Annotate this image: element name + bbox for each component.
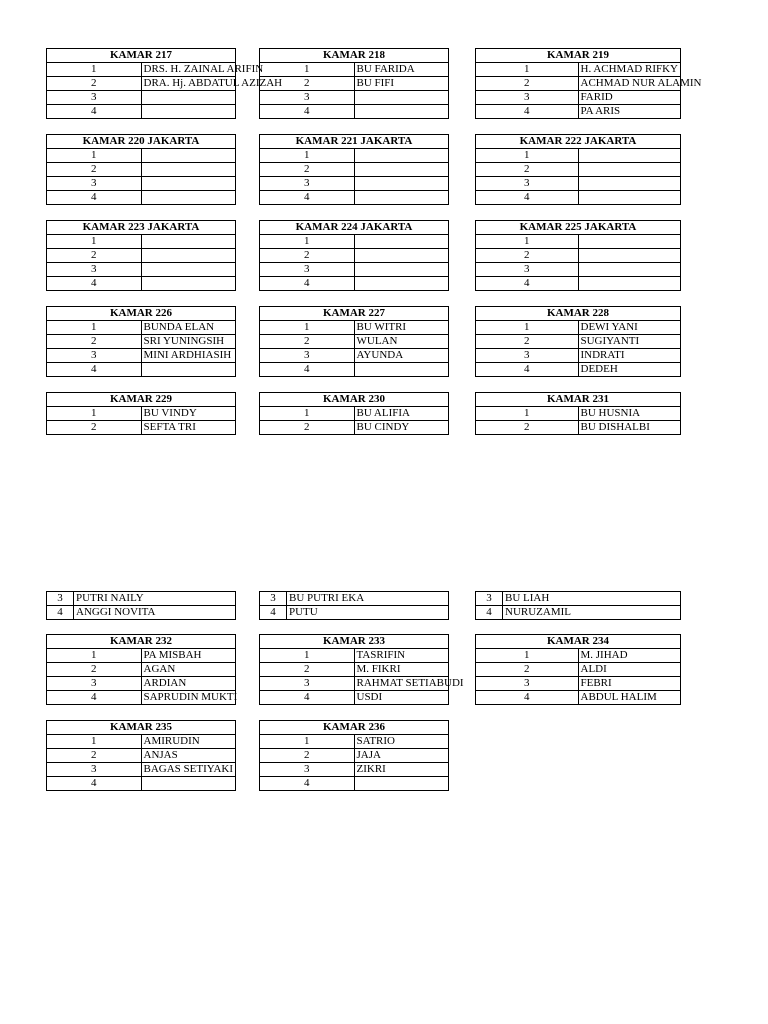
table-row xyxy=(47,63,236,77)
row-number: 1 xyxy=(47,149,142,163)
row-number: 4 xyxy=(47,363,142,377)
row-number: 2 xyxy=(47,749,142,763)
room-table xyxy=(475,392,681,435)
row-number: 2 xyxy=(476,249,579,263)
row-number: 2 xyxy=(260,749,355,763)
table-row xyxy=(476,592,681,606)
table-row xyxy=(476,149,681,163)
guest-name xyxy=(141,263,236,277)
room-title: KAMAR 227 xyxy=(260,307,449,321)
row-number: 4 xyxy=(476,191,579,205)
guest-name: PUTRI NAILY xyxy=(74,592,236,606)
table-row xyxy=(476,663,681,677)
row-number: 4 xyxy=(47,191,142,205)
room-title: KAMAR 232 xyxy=(47,635,236,649)
table-row xyxy=(476,407,681,421)
table-row xyxy=(476,691,681,705)
guest-name xyxy=(141,163,236,177)
room-title: KAMAR 233 xyxy=(260,635,449,649)
room-title: KAMAR 229 xyxy=(47,393,236,407)
guest-name: JAJA xyxy=(354,749,449,763)
guest-name: BU DISHALBI xyxy=(578,421,681,435)
table-row xyxy=(260,363,449,377)
guest-name: SUGIYANTI xyxy=(578,335,681,349)
row-number: 1 xyxy=(47,63,142,77)
row-number: 2 xyxy=(260,163,355,177)
table-row xyxy=(260,149,449,163)
row-number: 3 xyxy=(476,91,579,105)
room-title: KAMAR 226 xyxy=(47,307,236,321)
table-row xyxy=(47,105,236,119)
row-number: 4 xyxy=(260,691,355,705)
guest-name: BU ALIFIA xyxy=(354,407,449,421)
table-row xyxy=(47,163,236,177)
row-number: 1 xyxy=(47,321,142,335)
table-row xyxy=(260,777,449,791)
room-title: KAMAR 231 xyxy=(476,393,681,407)
row-number: 4 xyxy=(47,606,74,620)
guest-name xyxy=(141,235,236,249)
guest-name: BU FARIDA xyxy=(354,63,449,77)
guest-name: SAPRUDIN MUKTI xyxy=(141,691,236,705)
table-row xyxy=(260,249,449,263)
guest-name: BU WITRI xyxy=(354,321,449,335)
guest-name xyxy=(578,263,681,277)
room-table xyxy=(259,134,449,205)
room-table xyxy=(46,306,236,377)
guest-name xyxy=(141,91,236,105)
guest-name: PA MISBAH xyxy=(141,649,236,663)
room-table xyxy=(475,306,681,377)
guest-name xyxy=(141,191,236,205)
row-number: 3 xyxy=(47,91,142,105)
row-number: 2 xyxy=(260,77,355,91)
guest-name: ALDI xyxy=(578,663,681,677)
room-table xyxy=(259,220,449,291)
table-row xyxy=(260,691,449,705)
room-title: KAMAR 221 JAKARTA xyxy=(260,135,449,149)
table-row xyxy=(47,235,236,249)
row-number: 4 xyxy=(260,363,355,377)
guest-name: BU FIFI xyxy=(354,77,449,91)
room-table xyxy=(46,634,236,705)
table-row xyxy=(476,677,681,691)
table-row xyxy=(476,349,681,363)
table-row xyxy=(476,191,681,205)
row-number: 1 xyxy=(476,235,579,249)
guest-name: M. JIHAD xyxy=(578,649,681,663)
guest-name: BU LIAH xyxy=(503,592,681,606)
row-number: 3 xyxy=(260,91,355,105)
table-row xyxy=(260,749,449,763)
room-title: KAMAR 218 xyxy=(260,49,449,63)
guest-name xyxy=(578,177,681,191)
room-title: KAMAR 219 xyxy=(476,49,681,63)
table-row xyxy=(476,335,681,349)
table-row xyxy=(260,606,449,620)
table-row xyxy=(47,363,236,377)
table-row xyxy=(47,677,236,691)
table-row xyxy=(260,735,449,749)
room-title: KAMAR 217 xyxy=(47,49,236,63)
guest-name: BU VINDY xyxy=(141,407,236,421)
room-table xyxy=(259,720,449,791)
guest-name: SATRIO xyxy=(354,735,449,749)
row-number: 2 xyxy=(47,77,142,91)
guest-name: WULAN xyxy=(354,335,449,349)
row-number: 4 xyxy=(260,191,355,205)
guest-name xyxy=(578,249,681,263)
table-row xyxy=(47,691,236,705)
guest-name xyxy=(354,149,449,163)
room-table xyxy=(46,134,236,205)
row-number: 4 xyxy=(476,277,579,291)
guest-name xyxy=(141,177,236,191)
room-title: KAMAR 228 xyxy=(476,307,681,321)
room-title: KAMAR 222 JAKARTA xyxy=(476,135,681,149)
guest-name: DRA. Hj. ABDATUL AZIZAH xyxy=(141,77,236,91)
table-row xyxy=(476,277,681,291)
table-row xyxy=(47,663,236,677)
guest-name: ABDUL HALIM xyxy=(578,691,681,705)
table-row xyxy=(47,335,236,349)
row-number: 1 xyxy=(47,407,142,421)
row-number: 2 xyxy=(476,663,579,677)
guest-name: AMIRUDIN xyxy=(141,735,236,749)
row-number: 3 xyxy=(47,263,142,277)
table-row xyxy=(260,263,449,277)
row-number: 3 xyxy=(260,263,355,277)
row-number: 4 xyxy=(476,691,579,705)
table-row xyxy=(47,277,236,291)
row-number: 1 xyxy=(476,321,579,335)
table-row xyxy=(47,592,236,606)
table-row xyxy=(260,105,449,119)
room-table xyxy=(475,134,681,205)
room-table xyxy=(475,220,681,291)
row-number: 3 xyxy=(260,177,355,191)
room-table xyxy=(46,48,283,119)
guest-name: BUNDA ELAN xyxy=(141,321,236,335)
guest-name: PUTU xyxy=(287,606,449,620)
room-table xyxy=(259,48,449,119)
row-number: 2 xyxy=(47,163,142,177)
guest-name xyxy=(578,277,681,291)
row-number: 3 xyxy=(260,763,355,777)
guest-name: NURUZAMIL xyxy=(503,606,681,620)
guest-name xyxy=(141,363,236,377)
table-row xyxy=(476,177,681,191)
guest-name: BU PUTRI EKA xyxy=(287,592,449,606)
table-row xyxy=(476,421,681,435)
row-number: 3 xyxy=(260,592,287,606)
guest-name: INDRATI xyxy=(578,349,681,363)
row-number: 4 xyxy=(47,777,142,791)
row-number: 4 xyxy=(476,363,579,377)
table-row xyxy=(260,349,449,363)
row-number: 3 xyxy=(260,677,355,691)
row-number: 4 xyxy=(47,105,142,119)
row-number: 1 xyxy=(260,63,355,77)
table-row xyxy=(47,649,236,663)
room-title: KAMAR 236 xyxy=(260,721,449,735)
guest-name: AYUNDA xyxy=(354,349,449,363)
guest-name xyxy=(578,163,681,177)
table-row xyxy=(476,606,681,620)
row-number: 4 xyxy=(260,777,355,791)
guest-name xyxy=(354,163,449,177)
table-row xyxy=(476,649,681,663)
guest-name: MINI ARDHIASIH xyxy=(141,349,236,363)
table-row xyxy=(476,77,681,91)
guest-name xyxy=(354,277,449,291)
guest-name xyxy=(578,191,681,205)
table-row xyxy=(476,63,681,77)
room-table xyxy=(46,591,236,620)
row-number: 2 xyxy=(476,421,579,435)
room-title: KAMAR 220 JAKARTA xyxy=(47,135,236,149)
table-row xyxy=(260,592,449,606)
row-number: 1 xyxy=(260,149,355,163)
row-number: 3 xyxy=(476,263,579,277)
guest-name xyxy=(578,149,681,163)
guest-name: BU HUSNIA xyxy=(578,407,681,421)
row-number: 1 xyxy=(476,63,579,77)
table-row xyxy=(260,277,449,291)
row-number: 4 xyxy=(260,277,355,291)
row-number: 3 xyxy=(47,349,142,363)
table-row xyxy=(476,163,681,177)
table-row xyxy=(260,321,449,335)
guest-name xyxy=(354,777,449,791)
row-number: 4 xyxy=(476,105,579,119)
guest-name: ACHMAD NUR ALAMIN xyxy=(578,77,681,91)
table-row xyxy=(476,105,681,119)
row-number: 1 xyxy=(260,649,355,663)
table-row xyxy=(260,407,449,421)
row-number: 1 xyxy=(476,649,579,663)
guest-name xyxy=(354,177,449,191)
row-number: 3 xyxy=(47,677,142,691)
table-row xyxy=(260,649,449,663)
table-row xyxy=(476,263,681,277)
guest-name: ANJAS xyxy=(141,749,236,763)
guest-name: USDI xyxy=(354,691,449,705)
room-table xyxy=(475,591,681,620)
row-number: 1 xyxy=(260,235,355,249)
guest-name xyxy=(354,91,449,105)
guest-name: DEWI YANI xyxy=(578,321,681,335)
row-number: 1 xyxy=(476,407,579,421)
table-row xyxy=(260,177,449,191)
table-row xyxy=(47,407,236,421)
row-number: 4 xyxy=(476,606,503,620)
row-number: 1 xyxy=(476,149,579,163)
guest-name: ARDIAN xyxy=(141,677,236,691)
table-row xyxy=(47,749,236,763)
room-table xyxy=(475,48,702,119)
table-row xyxy=(47,177,236,191)
table-row xyxy=(47,777,236,791)
table-row xyxy=(47,77,236,91)
room-table xyxy=(46,720,236,791)
guest-name xyxy=(141,277,236,291)
room-table xyxy=(259,634,464,705)
table-row xyxy=(260,663,449,677)
guest-name xyxy=(141,149,236,163)
guest-name: RAHMAT SETIABUDI xyxy=(354,677,449,691)
table-row xyxy=(476,235,681,249)
guest-name: AGAN xyxy=(141,663,236,677)
room-title: KAMAR 230 xyxy=(260,393,449,407)
guest-name: DRS. H. ZAINAL ARIFIN xyxy=(141,63,236,77)
guest-name: FARID xyxy=(578,91,681,105)
room-title: KAMAR 224 JAKARTA xyxy=(260,221,449,235)
table-row xyxy=(260,163,449,177)
row-number: 2 xyxy=(476,163,579,177)
table-row xyxy=(260,421,449,435)
table-row xyxy=(260,63,449,77)
room-table xyxy=(46,392,236,435)
row-number: 3 xyxy=(476,177,579,191)
row-number: 3 xyxy=(476,592,503,606)
room-title: KAMAR 235 xyxy=(47,721,236,735)
row-number: 3 xyxy=(476,677,579,691)
guest-name: H. ACHMAD RIFKY xyxy=(578,63,681,77)
table-row xyxy=(260,335,449,349)
table-row xyxy=(47,191,236,205)
table-row xyxy=(47,249,236,263)
guest-name xyxy=(354,191,449,205)
row-number: 4 xyxy=(47,277,142,291)
row-number: 3 xyxy=(47,177,142,191)
row-number: 3 xyxy=(476,349,579,363)
guest-name: FEBRI xyxy=(578,677,681,691)
room-title: KAMAR 223 JAKARTA xyxy=(47,221,236,235)
room-table xyxy=(475,634,681,705)
row-number: 4 xyxy=(260,105,355,119)
guest-name xyxy=(141,105,236,119)
table-row xyxy=(47,735,236,749)
room-table xyxy=(259,306,449,377)
table-row xyxy=(260,77,449,91)
table-row xyxy=(260,235,449,249)
guest-name xyxy=(354,249,449,263)
guest-name xyxy=(141,777,236,791)
row-number: 2 xyxy=(47,249,142,263)
guest-name xyxy=(141,249,236,263)
guest-name xyxy=(354,363,449,377)
guest-name: ANGGI NOVITA xyxy=(74,606,236,620)
table-row xyxy=(47,263,236,277)
row-number: 3 xyxy=(47,592,74,606)
row-number: 2 xyxy=(47,335,142,349)
row-number: 2 xyxy=(476,335,579,349)
table-row xyxy=(476,321,681,335)
guest-name xyxy=(354,263,449,277)
row-number: 3 xyxy=(260,349,355,363)
row-number: 2 xyxy=(260,421,355,435)
row-number: 1 xyxy=(260,407,355,421)
row-number: 2 xyxy=(47,663,142,677)
row-number: 3 xyxy=(47,763,142,777)
row-number: 4 xyxy=(47,691,142,705)
table-row xyxy=(476,91,681,105)
table-row xyxy=(476,363,681,377)
table-row xyxy=(47,349,236,363)
table-row xyxy=(47,606,236,620)
room-table xyxy=(259,591,449,620)
room-table xyxy=(46,220,236,291)
row-number: 2 xyxy=(260,335,355,349)
row-number: 2 xyxy=(260,663,355,677)
table-row xyxy=(47,763,236,777)
row-number: 1 xyxy=(47,735,142,749)
row-number: 1 xyxy=(260,735,355,749)
table-row xyxy=(260,191,449,205)
room-title: KAMAR 234 xyxy=(476,635,681,649)
table-row xyxy=(260,91,449,105)
guest-name: PA ARIS xyxy=(578,105,681,119)
table-row xyxy=(47,321,236,335)
guest-name: TASRIFIN xyxy=(354,649,449,663)
guest-name xyxy=(354,235,449,249)
row-number: 1 xyxy=(47,649,142,663)
row-number: 4 xyxy=(260,606,287,620)
guest-name: SEFTA TRI xyxy=(141,421,236,435)
table-row xyxy=(47,91,236,105)
guest-name: DEDEH xyxy=(578,363,681,377)
table-row xyxy=(47,421,236,435)
guest-name: M. FIKRI xyxy=(354,663,449,677)
guest-name: ZIKRI xyxy=(354,763,449,777)
table-row xyxy=(47,149,236,163)
row-number: 2 xyxy=(260,249,355,263)
row-number: 2 xyxy=(47,421,142,435)
table-row xyxy=(476,249,681,263)
row-number: 1 xyxy=(47,235,142,249)
guest-name xyxy=(354,105,449,119)
room-title: KAMAR 225 JAKARTA xyxy=(476,221,681,235)
row-number: 2 xyxy=(476,77,579,91)
guest-name: BAGAS SETIYAKI xyxy=(141,763,236,777)
table-row xyxy=(260,677,449,691)
guest-name xyxy=(578,235,681,249)
guest-name: BU CINDY xyxy=(354,421,449,435)
table-row xyxy=(260,763,449,777)
room-table xyxy=(259,392,449,435)
guest-name: SRI YUNINGSIH xyxy=(141,335,236,349)
row-number: 1 xyxy=(260,321,355,335)
